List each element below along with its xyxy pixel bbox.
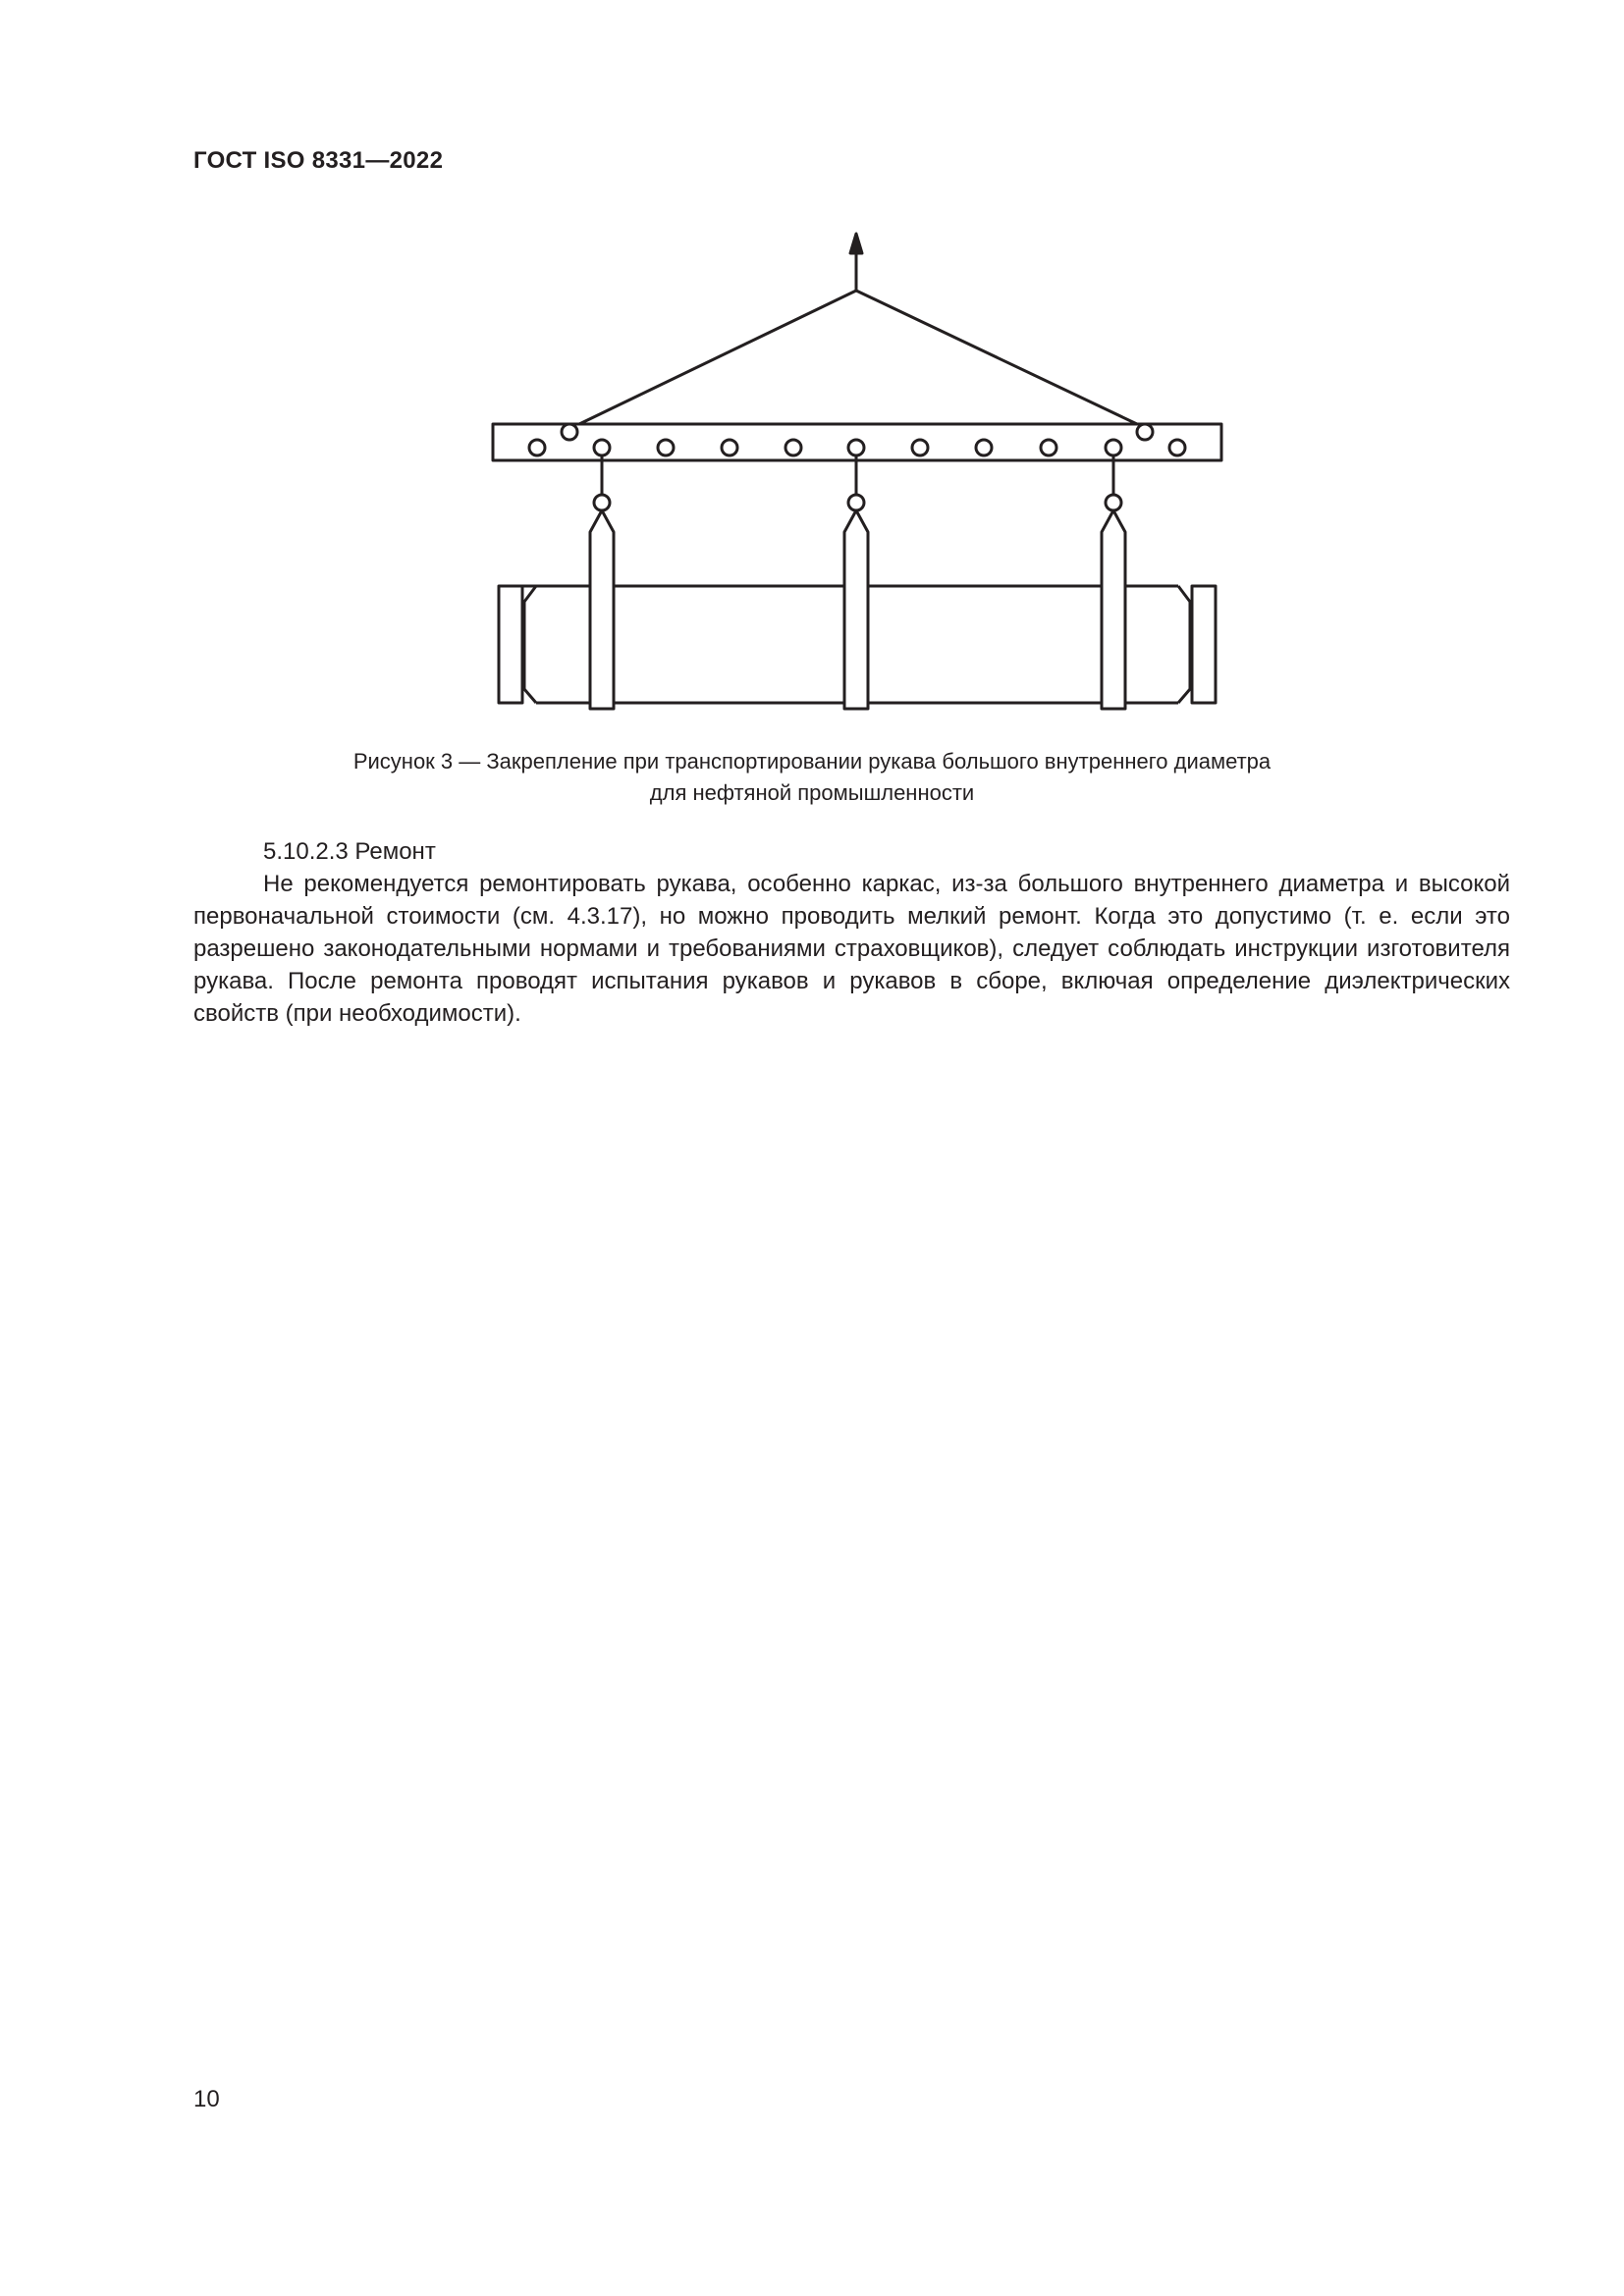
hose-right-end xyxy=(1178,586,1190,703)
hanger-right xyxy=(1102,455,1125,709)
beam-hole xyxy=(658,440,674,455)
beam-hole xyxy=(1169,440,1185,455)
beam-hole xyxy=(976,440,992,455)
beam-hole xyxy=(785,440,801,455)
sling-shackle-right xyxy=(1137,424,1153,440)
beam-hole xyxy=(529,440,545,455)
sling-right xyxy=(856,291,1137,424)
section-paragraph: Не рекомендуется ремонтировать рукава, особенно каркас, из-за большого внутреннего диаметра и высокой первоначальной стоимости (см. 4.3.17), но можно проводить мелкий ремонт. Когда это допустимо (т. е. если это разрешено законодательными нормами и требованиями страховщиков), следует соблюдать инструкции изготовителя рукава. После ремонта проводят испытания рукавов и рукавов в сборе, включая определение диэлектрических свойств (при необходимости). xyxy=(193,871,1510,1027)
hanger-center xyxy=(844,455,868,709)
lift-arrow-head xyxy=(850,234,862,253)
hose-left-flange xyxy=(499,586,522,703)
beam-hole xyxy=(1041,440,1056,455)
sling-shackle-left xyxy=(562,424,577,440)
section-body xyxy=(193,868,1510,1030)
document-header: ГОСТ ISO 8331—2022 xyxy=(193,147,444,174)
hose-left-end xyxy=(524,586,536,703)
figure-caption-line1: Рисунок 3 — Закрепление при транспортировании рукава большого внутреннего диаметра xyxy=(352,749,1272,774)
beam-hole xyxy=(722,440,737,455)
hose-right-flange xyxy=(1192,586,1216,703)
page-number: 10 xyxy=(193,2086,220,2112)
beam-hole xyxy=(848,440,864,455)
figure-caption xyxy=(177,746,1447,809)
section-heading: 5.10.2.3 Ремонт xyxy=(263,838,436,865)
sling-left xyxy=(579,291,856,424)
beam-hole xyxy=(912,440,928,455)
beam-hole xyxy=(1106,440,1121,455)
beam-hole xyxy=(594,440,610,455)
figure-caption-line2: для нефтяной промышленности xyxy=(649,780,975,805)
figure-lifting-diagram xyxy=(481,226,1227,726)
hanger-left xyxy=(590,455,614,709)
